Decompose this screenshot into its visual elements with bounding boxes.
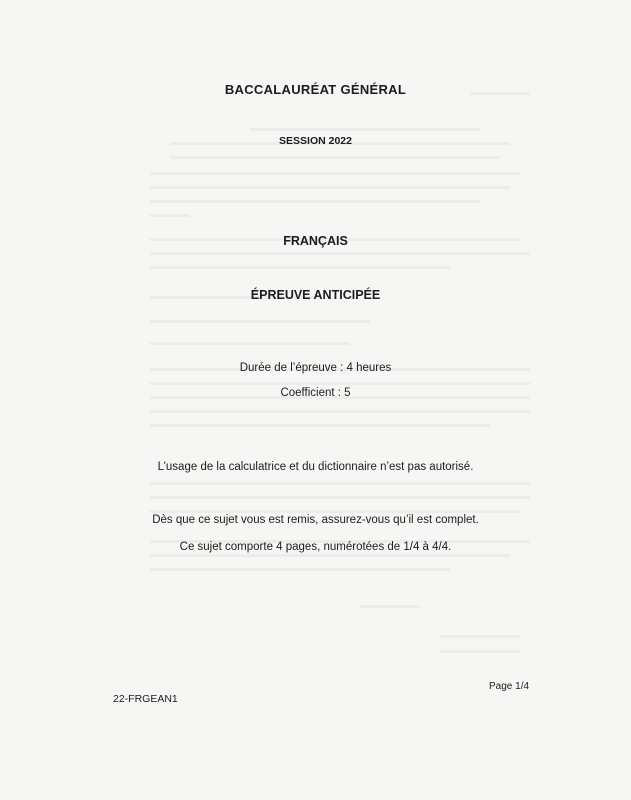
subject-code: 22-FRGEAN1 [113,693,178,705]
exam-title: BACCALAURÉAT GÉNÉRAL [224,82,407,97]
duration-line: Durée de l’épreuve : 4 heures [239,362,392,374]
completeness-notice: Dès que ce sujet vous est remis, assurez-vous qu’il est complet. [152,514,479,526]
test-type-title: ÉPREUVE ANTICIPÉE [250,288,381,302]
subject-title: FRANÇAIS [283,234,348,248]
page-number: Page 1/4 [489,681,530,692]
coefficient-line: Coefficient : 5 [280,387,351,399]
pages-notice: Ce sujet comporte 4 pages, numérotées de 1/4 à 4/4. [179,541,452,553]
session-label: SESSION 2022 [279,135,352,147]
calculator-notice: L’usage de la calculatrice et du dictionnaire n’est pas autorisé. [157,461,474,473]
